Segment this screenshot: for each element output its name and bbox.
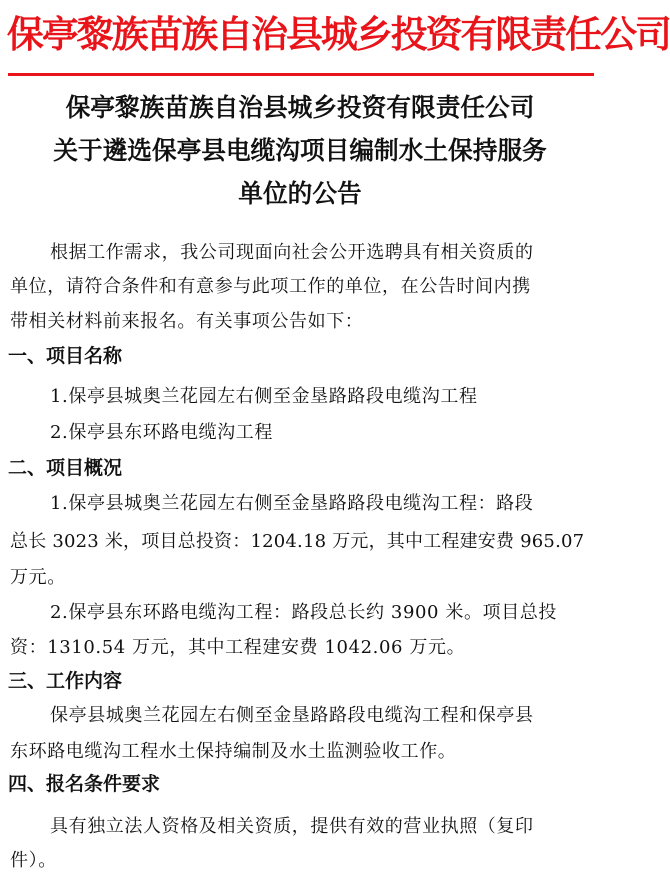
announcement-title-line-1: 保亭黎族苗族自治县城乡投资有限责任公司: [65, 93, 535, 122]
intro-line-2: 单位，请符合条件和有意参与此项工作的单位，在公告时间内携: [10, 276, 531, 297]
section-heading-project-overview: 二、项目概况: [8, 457, 123, 479]
announcement-title-line-3: 单位的公告: [238, 179, 362, 208]
project-name-item-1: 1.保亭县城奥兰花园左右侧至金垦路路段电缆沟工程: [50, 386, 478, 407]
overview-item-2-line-1: 2.保亭县东环路电缆沟工程：路段总长约 3900 米。项目总投: [50, 602, 558, 623]
overview-item-1-line-1: 1.保亭县城奥兰花园左右侧至金垦路路段电缆沟工程：路段: [50, 493, 534, 514]
requirements-line-2: 件）。: [10, 850, 57, 871]
project-name-item-2: 2.保亭县东环路电缆沟工程: [50, 422, 273, 443]
intro-line-1: 根据工作需求，我公司现面向社会公开选聘具有相关资质的: [50, 242, 534, 263]
work-content-line-2: 东环路电缆沟工程水土保持编制及水土监测验收工作。: [10, 741, 457, 762]
letterhead-red-rule: [8, 73, 594, 76]
section-heading-work-content: 三、工作内容: [8, 670, 123, 692]
work-content-line-1: 保亭县城奥兰花园左右侧至金垦路路段电缆沟工程和保亭县: [50, 705, 534, 726]
overview-item-2-line-2: 资：1310.54 万元，其中工程建安费 1042.06 万元。: [10, 637, 466, 658]
section-heading-registration-requirements: 四、报名条件要求: [8, 773, 161, 795]
letterhead-company-name: 保亭黎族苗族自治县城乡投资有限责任公司: [6, 12, 670, 56]
section-heading-project-name: 一、项目名称: [8, 345, 123, 367]
requirements-line-1: 具有独立法人资格及相关资质，提供有效的营业执照（复印: [50, 816, 534, 837]
intro-line-3: 带相关材料前来报名。有关事项公告如下：: [10, 311, 364, 332]
overview-item-1-line-2: 总长 3023 米，项目总投资：1204.18 万元，其中工程建安费 965.07: [10, 531, 585, 552]
overview-item-1-line-3: 万元。: [10, 567, 66, 588]
announcement-title-line-2: 关于遴选保亭县电缆沟项目编制水土保持服务: [53, 136, 547, 165]
